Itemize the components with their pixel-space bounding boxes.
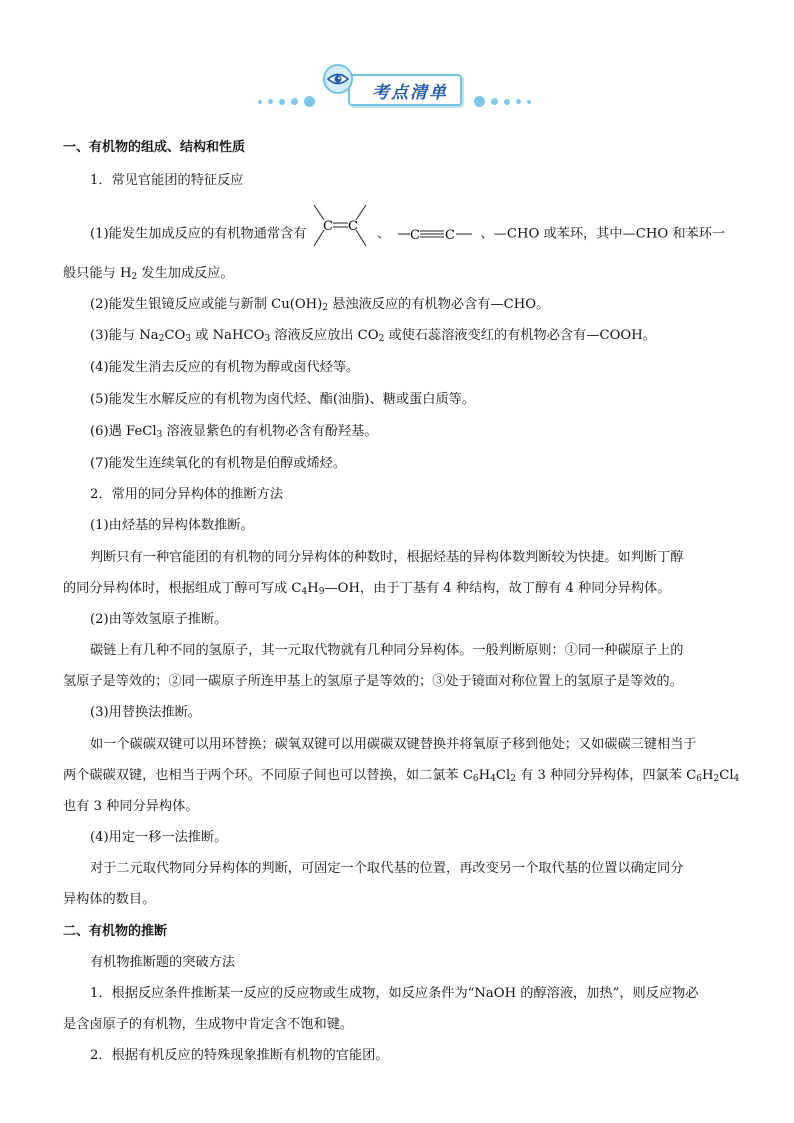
dot bbox=[279, 99, 285, 105]
dot bbox=[291, 98, 298, 105]
alkene-carbon-right: C bbox=[347, 219, 358, 234]
method-1-text-line1: 判断只有一种官能团的有机物的同分异构体的种数时，根据烃基的异构体数判断较为快捷。如判断丁醇 bbox=[90, 550, 684, 565]
method-3-text-line1: 如一个碳碳双键可以用环替换；碳氧双键可以用碳碳双键替换并将氧原子移到他处；又如碳碳三键相当于 bbox=[90, 737, 697, 752]
subheading-functional-groups: 1．常见官能团的特征反应 bbox=[90, 173, 244, 188]
dot bbox=[304, 96, 315, 107]
dot bbox=[474, 96, 485, 107]
method-2-text-line1: 碳链上有几种不同的氢原子，其一元取代物就有几种同分异构体。一般判断原则：①同一种碳原子上的 bbox=[90, 643, 684, 658]
section-2-item-2: 2．根据有机反应的特殊现象推断有机物的官能团。 bbox=[90, 1048, 389, 1063]
method-1-title: (1)由烃基的异构体数推断。 bbox=[90, 518, 254, 533]
alkene-structure bbox=[311, 202, 369, 250]
method-4-title: (4)用定一移一法推断。 bbox=[90, 830, 228, 845]
method-1-text-line2: 的同分异构体时，根据组成丁醇可写成 $C_4H_9—OH$，由于丁基有 4 种结构，故丁醇有 4 种同分异构体。 bbox=[63, 581, 671, 597]
paragraph-oxidation: (7)能发生连续氧化的有机物是伯醇或烯烃。 bbox=[90, 456, 347, 471]
right-dot-row bbox=[474, 96, 531, 107]
dot bbox=[268, 99, 273, 104]
section-heading-2: 二、有机物的推断 bbox=[63, 924, 168, 939]
paragraph-hydrolysis: (5)能发生水解反应的有机物为卤代烃、酯(油脂)、糖或蛋白质等。 bbox=[90, 392, 476, 407]
dot bbox=[504, 99, 510, 105]
section-2-intro: 有机物推断题的突破方法 bbox=[90, 955, 236, 970]
dot bbox=[527, 100, 531, 104]
subheading-isomers: 2．常用的同分异构体的推断方法 bbox=[90, 487, 284, 502]
dot bbox=[491, 98, 498, 105]
paragraph-silver-mirror: (2)能发生银镜反应或能与新制 $Cu(OH)_2$ 悬浊液反应的有机物必含有—CHO。 bbox=[90, 297, 550, 313]
eye-icon bbox=[323, 64, 353, 94]
alkyne-carbon-right: C bbox=[445, 228, 456, 242]
method-3-text-line3: 也有 3 种同分异构体。 bbox=[63, 799, 199, 814]
method-2-text-line2: 氢原子是等效的；②同一碳原子所连甲基上的氢原子是等效的；③处于镜面对称位置上的氢原子是等效的。 bbox=[63, 674, 683, 689]
alkyne-structure bbox=[396, 226, 474, 242]
section-2-item-1-line2: 是含卤原子的有机物，生成物中肯定含不饱和键。 bbox=[63, 1017, 354, 1032]
paragraph-addition-cont: 般只能与 $H_2$ 发生加成反应。 bbox=[63, 266, 234, 282]
section-heading-1: 一、有机物的组成、结构和性质 bbox=[63, 140, 246, 155]
paragraph-carboxyl: (3)能与 $Na_2CO_3$ 或 NaHCO$_3$ 溶液反应放出 $CO_2$ 或使石蕊溶液变红的有机物必含有—COOH。 bbox=[90, 328, 656, 344]
method-2-title: (2)由等效氢原子推断。 bbox=[90, 612, 228, 627]
method-3-title: (3)用替换法推断。 bbox=[90, 705, 201, 720]
alkene-carbon-left: C bbox=[322, 219, 333, 234]
paragraph-addition-reaction: (1)能发生加成反应的有机物通常含有 C C 、 C C 、—CHO 或苯环，其中—CHO 和苯环一 bbox=[90, 218, 725, 250]
dot bbox=[258, 100, 262, 104]
paragraph-phenol: (6)遇 FeCl$_3$ 溶液显紫色的有机物必含有酚羟基。 bbox=[90, 424, 378, 440]
left-dot-row bbox=[258, 96, 315, 107]
section-2-item-1-line1: 1．根据反应条件推断某一反应的反应物或生成物，如反应条件为“NaOH 的醇溶液，加热”，则反应物必 bbox=[90, 986, 699, 1001]
page-title: 考点清单 bbox=[372, 82, 448, 103]
alkyne-carbon-left: C bbox=[410, 228, 421, 242]
title-box bbox=[348, 74, 462, 106]
method-3-text-line2: 两个碳碳双键，也相当于两个环。不同原子间也可以替换，如二氯苯 $C_6H_4Cl_2$ 有 3 种同分异构体，四氯苯 $C_6H_2Cl_4$ bbox=[63, 768, 740, 784]
dot bbox=[516, 99, 521, 104]
method-4-text-line1: 对于二元取代物同分异构体的判断，可固定一个取代基的位置，再改变另一个取代基的位置以确定同分 bbox=[90, 861, 684, 876]
method-4-text-line2: 异构体的数目。 bbox=[63, 892, 156, 907]
paragraph-elimination: (4)能发生消去反应的有机物为醇或卤代烃等。 bbox=[90, 360, 360, 375]
